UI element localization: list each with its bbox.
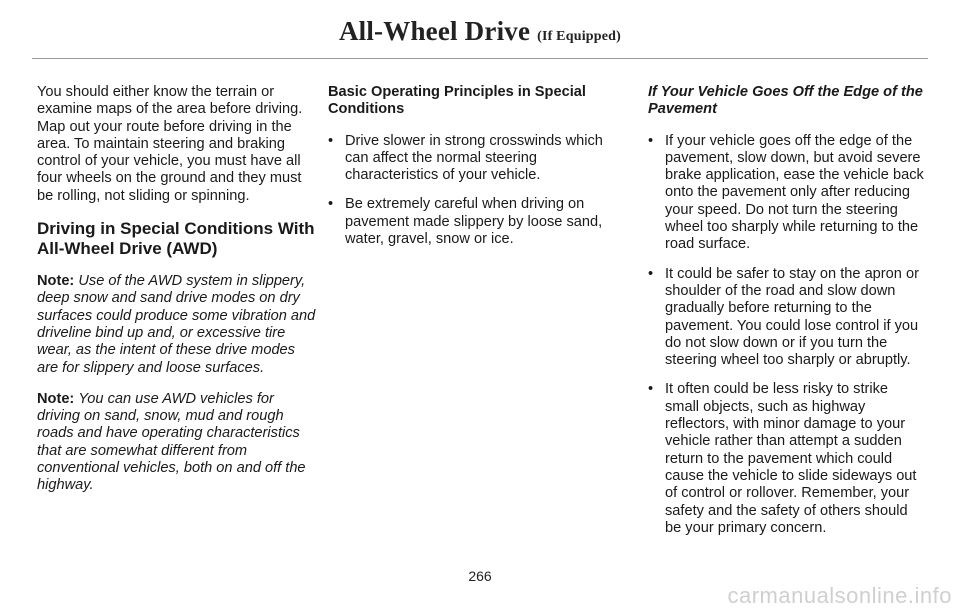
column-middle bbox=[328, 84, 630, 260]
bullet-icon: • bbox=[648, 265, 654, 282]
section-heading-basic-principles: Basic Operating Principles in Special Conditions bbox=[328, 84, 586, 118]
note-text: You can use AWD vehicles for driving on sand, snow, mud and rough roads and have operating characteristics that are somewhat different from conventional vehicles, both on and off the highway. bbox=[37, 390, 306, 494]
column-right bbox=[648, 84, 926, 549]
bullet-list bbox=[648, 133, 926, 538]
watermark: carmanualsonline.info bbox=[727, 583, 952, 608]
list-item-text: If your vehicle goes off the edge of the pavement, slow down, but avoid severe brake application, ease the vehicle back onto the pavement only after reducing your speed. Do not turn the steering wheel too sharply while returning to the road surface. bbox=[665, 132, 924, 253]
note-label: Note: bbox=[37, 273, 75, 290]
note-paragraph bbox=[37, 273, 319, 377]
note-label: Note: bbox=[37, 390, 75, 407]
intro-paragraph: You should either know the terrain or examine maps of the area before driving. Map out your route before driving in the area. To maintain steering and braking control of your vehicle, you must have all four wheels on the ground and they must be rolling, not sliding or spinning. bbox=[37, 84, 303, 204]
list-item bbox=[328, 196, 630, 248]
note-text: Use of the AWD system in slippery, deep snow and sand drive modes on dry surfaces could produce some vibration and driveline bind up and, or excessive tire wear, as the intent of these drive modes are for slippery and loose surfaces. bbox=[37, 273, 316, 376]
list-item-text: Be extremely careful when driving on pavement made slippery by loose sand, water, gravel, snow or ice. bbox=[345, 196, 603, 248]
column-left bbox=[37, 84, 319, 509]
list-item bbox=[648, 381, 926, 537]
bullet-icon: • bbox=[648, 132, 654, 149]
section-heading-awd: Driving in Special Conditions With All-Wheel Drive (AWD) bbox=[37, 219, 315, 259]
page-title-main: All-Wheel Drive bbox=[338, 16, 531, 46]
bullet-icon: • bbox=[328, 196, 334, 213]
list-item-text: It often could be less risky to strike small objects, such as highway reflectors, with minor damage to your vehicle rather than attempt a sudden return to the pavement which could cause the vehicle to slide sideways out of control or rollover. Remember, your safety and the safety of others should be your primary concern. bbox=[665, 381, 917, 536]
header-divider bbox=[32, 58, 928, 59]
list-item-text: Drive slower in strong crosswinds which can affect the normal steering characteristics of your vehicle. bbox=[345, 132, 603, 184]
bullet-icon: • bbox=[648, 381, 654, 398]
bullet-icon: • bbox=[328, 132, 334, 149]
list-item bbox=[328, 133, 630, 185]
note-paragraph bbox=[37, 391, 319, 495]
section-heading-off-edge: If Your Vehicle Goes Off the Edge of the Pavement bbox=[648, 84, 923, 118]
list-item bbox=[648, 133, 926, 254]
page-title-subtitle: (If Equipped) bbox=[537, 29, 622, 44]
list-item bbox=[648, 266, 926, 370]
page-number: 266 bbox=[468, 568, 492, 584]
list-item-text: It could be safer to stay on the apron or shoulder of the road and slow down gradually before returning to the pavement. You could lose control if you do not slow down or if you turn the steering wheel too sharply or abruptly. bbox=[665, 265, 919, 369]
page-title bbox=[0, 16, 960, 47]
bullet-list bbox=[328, 133, 630, 249]
